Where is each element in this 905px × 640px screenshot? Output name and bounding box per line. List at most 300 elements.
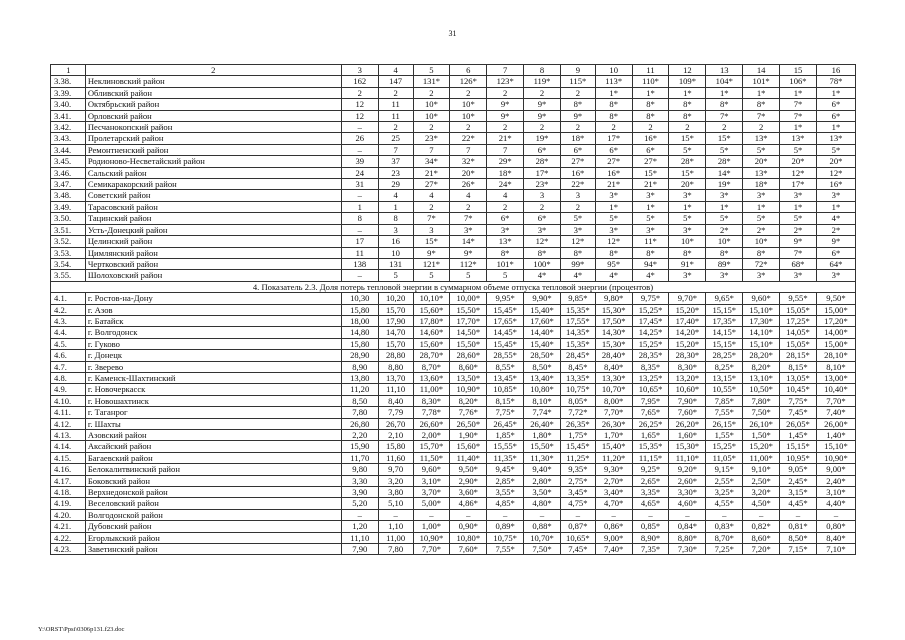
value-cell: 1,20 (341, 521, 378, 532)
value-cell: 9,15* (706, 464, 743, 475)
row-number-cell: 3.47. (51, 179, 86, 190)
value-cell: 3* (669, 224, 706, 235)
value-cell: 5* (743, 213, 780, 224)
value-cell: 7,80 (341, 407, 378, 418)
value-cell: 9,05* (780, 464, 817, 475)
value-cell: 7,74* (524, 407, 561, 418)
value-cell: 8* (595, 99, 632, 110)
value-cell: 4* (816, 213, 855, 224)
value-cell: 7,15* (780, 544, 817, 555)
table-row (51, 213, 856, 224)
value-cell: 13* (816, 133, 855, 144)
data-table (50, 64, 856, 555)
value-cell: 2 (632, 122, 669, 133)
value-cell: 15,05* (780, 304, 817, 315)
value-cell: 104* (706, 76, 743, 87)
value-cell: 0,80* (816, 521, 855, 532)
value-cell: 15,70* (413, 441, 450, 452)
row-name-cell: Цимлянский район (85, 247, 341, 258)
row-number-cell: 3.43. (51, 133, 86, 144)
value-cell: 17,45* (632, 315, 669, 326)
value-cell: 20* (743, 156, 780, 167)
value-cell: 2 (341, 87, 378, 98)
value-cell: 13,40* (524, 372, 561, 383)
value-cell: 2 (450, 122, 487, 133)
value-cell: 0,88* (524, 521, 561, 532)
value-cell: 10,85* (487, 384, 524, 395)
value-cell: 14,25* (632, 327, 669, 338)
row-name-cell: г. Волгодонск (85, 327, 341, 338)
value-cell: – (780, 509, 817, 520)
value-cell: 5 (487, 270, 524, 281)
table-row (51, 167, 856, 178)
table-row (51, 475, 856, 486)
value-cell: 11,00* (413, 384, 450, 395)
value-cell: 15,35* (560, 304, 595, 315)
row-name-cell: г. Новошахтинск (85, 395, 341, 406)
value-cell: 11,00 (378, 532, 413, 543)
value-cell: 8* (560, 247, 595, 258)
value-cell: 14,00* (816, 327, 855, 338)
value-cell: 10,20 (378, 293, 413, 304)
row-number-cell: 4.11. (51, 407, 86, 418)
row-number-cell: 4.12. (51, 418, 86, 429)
value-cell: 11,10 (378, 384, 413, 395)
value-cell: 15,35* (632, 441, 669, 452)
value-cell: 1,55* (706, 430, 743, 441)
value-cell: 3* (450, 224, 487, 235)
row-name-cell: Белокалитвинский район (85, 464, 341, 475)
table-row (51, 464, 856, 475)
row-name-cell: г. Азов (85, 304, 341, 315)
value-cell: 2,40* (816, 475, 855, 486)
value-cell: 17,90 (378, 315, 413, 326)
value-cell: 29* (487, 156, 524, 167)
value-cell: 5* (669, 213, 706, 224)
value-cell: 20* (780, 156, 817, 167)
value-cell: – (816, 509, 855, 520)
value-cell: 8,15* (780, 361, 817, 372)
value-cell: 8,25* (706, 361, 743, 372)
row-name-cell: Веселовский район (85, 498, 341, 509)
row-name-cell: 2 (85, 65, 341, 76)
value-cell: 138 (341, 258, 378, 269)
value-cell: 8,60* (743, 532, 780, 543)
value-cell: 17,30* (743, 315, 780, 326)
value-cell: 2,90* (450, 475, 487, 486)
value-cell: 12* (560, 236, 595, 247)
value-cell: 26,70 (378, 418, 413, 429)
value-cell: 8,40* (816, 532, 855, 543)
value-cell: 6* (524, 213, 561, 224)
table-row (51, 247, 856, 258)
value-cell: 19* (706, 179, 743, 190)
value-cell: 95* (595, 258, 632, 269)
value-cell: 4,55* (706, 498, 743, 509)
value-cell: 3,10* (413, 475, 450, 486)
value-cell: 10,75* (487, 532, 524, 543)
value-cell: 121* (413, 258, 450, 269)
value-cell: 13* (487, 236, 524, 247)
row-number-cell: 4.9. (51, 384, 86, 395)
value-cell: 11 (378, 110, 413, 121)
value-cell: 3 (524, 190, 561, 201)
value-cell: 15,30* (595, 304, 632, 315)
row-number-cell: 4.19. (51, 498, 86, 509)
row-name-cell: г. Таганрог (85, 407, 341, 418)
value-cell: 7,30* (669, 544, 706, 555)
value-cell: 7,35* (632, 544, 669, 555)
value-cell: 14,05* (780, 327, 817, 338)
value-cell: – (595, 509, 632, 520)
table-row (51, 304, 856, 315)
value-cell: 17,80* (413, 315, 450, 326)
table-row (51, 452, 856, 463)
row-number-cell: 3.55. (51, 270, 86, 281)
row-number-cell: 3.41. (51, 110, 86, 121)
value-cell: 9,25* (632, 464, 669, 475)
section-title: 4. Показатель 2.3. Доля потерь тепловой энергии в суммарном объеме отпуска тепловой энергии (процентов) (51, 281, 856, 292)
row-name-cell: Тацинский район (85, 213, 341, 224)
value-cell: 8* (743, 247, 780, 258)
value-cell: 7,55* (706, 407, 743, 418)
value-cell: 9 (560, 65, 595, 76)
value-cell: 28,15* (780, 350, 817, 361)
value-cell: 15,20* (669, 338, 706, 349)
value-cell: 1,75* (560, 430, 595, 441)
value-cell: 10* (743, 236, 780, 247)
value-cell: 12* (780, 167, 817, 178)
value-cell: – (524, 509, 561, 520)
value-cell: 9* (487, 110, 524, 121)
row-number-cell: 4.21. (51, 521, 86, 532)
value-cell: 13,20* (669, 372, 706, 383)
value-cell: 2 (560, 201, 595, 212)
row-number-cell: 3.44. (51, 144, 86, 155)
row-number-cell: 4.17. (51, 475, 86, 486)
value-cell: 10,70* (595, 384, 632, 395)
value-cell: 15,70 (378, 338, 413, 349)
table-row (51, 236, 856, 247)
value-cell: 8* (524, 247, 561, 258)
value-cell: 113* (595, 76, 632, 87)
value-cell: 10,70* (524, 532, 561, 543)
value-cell: 14,40* (524, 327, 561, 338)
value-cell: 8* (706, 99, 743, 110)
value-cell: 4,86* (450, 498, 487, 509)
value-cell: 2 (450, 201, 487, 212)
value-cell: 37 (378, 156, 413, 167)
value-cell: 109* (669, 76, 706, 87)
value-cell: 17,40* (669, 315, 706, 326)
value-cell: 1* (816, 122, 855, 133)
value-cell: 11,40* (450, 452, 487, 463)
value-cell: 4,85* (487, 498, 524, 509)
value-cell: 7,95* (632, 395, 669, 406)
table-row (51, 498, 856, 509)
value-cell: 10,80* (524, 384, 561, 395)
value-cell: 13,80 (341, 372, 378, 383)
table-row (51, 350, 856, 361)
value-cell: 0,90* (450, 521, 487, 532)
footer-file-path: Y:\ORST\Ppsi\0306p131.f23.doc (38, 626, 125, 633)
value-cell: 32* (450, 156, 487, 167)
value-cell: 21* (487, 133, 524, 144)
value-cell: 7* (706, 110, 743, 121)
table-row (51, 395, 856, 406)
value-cell: 1 (378, 201, 413, 212)
value-cell: 8,55* (487, 361, 524, 372)
value-cell: 10,90* (413, 532, 450, 543)
value-cell: 8* (743, 99, 780, 110)
value-cell: 7,70* (413, 544, 450, 555)
value-cell: 6* (487, 213, 524, 224)
value-cell: 11,10 (341, 532, 378, 543)
value-cell: 28,80 (378, 350, 413, 361)
value-cell: 15,10* (743, 338, 780, 349)
value-cell: 0,87* (560, 521, 595, 532)
value-cell: 9* (450, 247, 487, 258)
table-row (51, 190, 856, 201)
value-cell: 6* (632, 144, 669, 155)
value-cell: – (632, 509, 669, 520)
value-cell: 17,35* (706, 315, 743, 326)
value-cell: 123* (487, 76, 524, 87)
value-cell: 3* (669, 270, 706, 281)
value-cell: 7* (780, 99, 817, 110)
row-name-cell: Азовский район (85, 430, 341, 441)
value-cell: 1,80* (524, 430, 561, 441)
value-cell: 4,75* (560, 498, 595, 509)
value-cell: 9,50* (816, 293, 855, 304)
value-cell: 7 (378, 144, 413, 155)
value-cell: 22* (560, 179, 595, 190)
row-number-cell: 4.8. (51, 372, 86, 383)
row-number-cell: 3.50. (51, 213, 86, 224)
value-cell: 28,25* (706, 350, 743, 361)
value-cell: 14,20* (669, 327, 706, 338)
row-number-cell: 4.13. (51, 430, 86, 441)
value-cell: 15,15* (706, 338, 743, 349)
value-cell: 14,70 (378, 327, 413, 338)
value-cell: 7 (487, 144, 524, 155)
value-cell: 14,30* (595, 327, 632, 338)
value-cell: 3 (378, 224, 413, 235)
value-cell: 4* (560, 270, 595, 281)
table-row (51, 144, 856, 155)
value-cell: 7,20* (743, 544, 780, 555)
value-cell: 2 (413, 87, 450, 98)
value-cell: 3,60* (450, 487, 487, 498)
value-cell: 3,25* (706, 487, 743, 498)
value-cell: 9,30* (595, 464, 632, 475)
value-cell: 7,25* (706, 544, 743, 555)
value-cell: 9,40* (524, 464, 561, 475)
row-number-cell: 3.40. (51, 99, 86, 110)
value-cell: 5* (816, 144, 855, 155)
value-cell: 3* (743, 270, 780, 281)
value-cell: 8,40* (595, 361, 632, 372)
value-cell: 26,25* (632, 418, 669, 429)
value-cell: 4 (413, 190, 450, 201)
value-cell: 15,30* (595, 338, 632, 349)
value-cell: 16 (378, 236, 413, 247)
value-cell: 68* (780, 258, 817, 269)
value-cell: 17* (595, 133, 632, 144)
value-cell: 115* (560, 76, 595, 87)
value-cell: 5* (560, 213, 595, 224)
value-cell: 15,45* (560, 441, 595, 452)
value-cell: 26,20* (669, 418, 706, 429)
value-cell: 100* (524, 258, 561, 269)
value-cell: – (560, 509, 595, 520)
value-cell: 13,50* (450, 372, 487, 383)
value-cell: 15,50* (450, 338, 487, 349)
value-cell: 13,15* (706, 372, 743, 383)
value-cell: 26,40* (524, 418, 561, 429)
value-cell: 3,80 (378, 487, 413, 498)
value-cell: 7,40* (816, 407, 855, 418)
value-cell: 15,60* (450, 441, 487, 452)
value-cell: 11* (632, 236, 669, 247)
value-cell: 9* (560, 110, 595, 121)
table-row (51, 407, 856, 418)
value-cell: 10,60* (669, 384, 706, 395)
value-cell: 15 (780, 65, 817, 76)
value-cell: – (413, 509, 450, 520)
value-cell: 3* (780, 190, 817, 201)
value-cell: 11,20 (341, 384, 378, 395)
table-row (51, 521, 856, 532)
value-cell: 7,90 (341, 544, 378, 555)
value-cell: 2 (378, 87, 413, 98)
value-cell: 13,70 (378, 372, 413, 383)
value-cell: 7,45* (780, 407, 817, 418)
value-cell: 9,80 (341, 464, 378, 475)
value-cell: 15* (413, 236, 450, 247)
value-cell: 14* (450, 236, 487, 247)
value-cell: 3* (816, 190, 855, 201)
value-cell: 29 (378, 179, 413, 190)
row-number-cell: 4.10. (51, 395, 86, 406)
value-cell: 34* (413, 156, 450, 167)
value-cell: 3* (560, 224, 595, 235)
value-cell: 1,70* (595, 430, 632, 441)
value-cell: 0,89* (487, 521, 524, 532)
value-cell: 8,30* (669, 361, 706, 372)
value-cell: 12* (595, 236, 632, 247)
value-cell: 12 (341, 99, 378, 110)
value-cell: 8,10* (816, 361, 855, 372)
value-cell: 9* (413, 247, 450, 258)
value-cell: 15,15* (706, 304, 743, 315)
value-cell: 64* (816, 258, 855, 269)
row-number-cell: 4.23. (51, 544, 86, 555)
value-cell: 10,65* (632, 384, 669, 395)
value-cell: 28,50* (524, 350, 561, 361)
row-number-cell: 4.4. (51, 327, 86, 338)
row-name-cell: Чертковский район (85, 258, 341, 269)
row-number-cell: 4.5. (51, 338, 86, 349)
value-cell: 3,20* (743, 487, 780, 498)
value-cell: 28,70* (413, 350, 450, 361)
value-cell: 5* (595, 213, 632, 224)
row-number-cell: 4.18. (51, 487, 86, 498)
value-cell: 26,80 (341, 418, 378, 429)
value-cell: – (341, 270, 378, 281)
value-cell: 12* (816, 167, 855, 178)
value-cell: 5* (780, 213, 817, 224)
row-number-cell: 4.1. (51, 293, 86, 304)
value-cell: 2 (487, 122, 524, 133)
row-name-cell: Волгодонской район (85, 509, 341, 520)
value-cell: 26,45* (487, 418, 524, 429)
value-cell: 10* (706, 236, 743, 247)
value-cell: 4 (450, 190, 487, 201)
value-cell: 10,90* (450, 384, 487, 395)
value-cell: 12* (524, 236, 561, 247)
row-name-cell: Сальский район (85, 167, 341, 178)
value-cell: 15,00* (816, 304, 855, 315)
value-cell: 9,70* (669, 293, 706, 304)
value-cell: 101* (743, 76, 780, 87)
value-cell: 14,50* (450, 327, 487, 338)
value-cell: 17* (524, 167, 561, 178)
value-cell: 5,00* (413, 498, 450, 509)
value-cell: 3,30 (341, 475, 378, 486)
table-row (51, 201, 856, 212)
value-cell: 16* (595, 167, 632, 178)
value-cell: 131* (413, 76, 450, 87)
table-row (51, 76, 856, 87)
value-cell: 5 (413, 270, 450, 281)
value-cell: 0,82* (743, 521, 780, 532)
row-name-cell: г. Гуково (85, 338, 341, 349)
value-cell: 5* (743, 144, 780, 155)
value-cell: 15,30* (669, 441, 706, 452)
value-cell: – (743, 509, 780, 520)
value-cell: 15,25* (632, 304, 669, 315)
row-name-cell: Октябрьский район (85, 99, 341, 110)
value-cell: 2 (669, 122, 706, 133)
value-cell: – (669, 509, 706, 520)
row-name-cell: Ремонтненский район (85, 144, 341, 155)
value-cell: 26,15* (706, 418, 743, 429)
value-cell: 5 (378, 270, 413, 281)
value-cell: 9,85* (560, 293, 595, 304)
value-cell: 10,95* (780, 452, 817, 463)
value-cell: 1* (632, 201, 669, 212)
value-cell: 26,35* (560, 418, 595, 429)
value-cell: 17* (780, 179, 817, 190)
row-name-cell: г. Донецк (85, 350, 341, 361)
table-row (51, 430, 856, 441)
value-cell: 9,65* (706, 293, 743, 304)
value-cell: 8* (669, 110, 706, 121)
value-cell: 14,60* (413, 327, 450, 338)
value-cell: 22* (450, 133, 487, 144)
value-cell: 101* (487, 258, 524, 269)
value-cell: 16 (816, 65, 855, 76)
value-cell: 15,05* (780, 338, 817, 349)
value-cell: 23* (413, 133, 450, 144)
value-cell: 15,90 (341, 441, 378, 452)
value-cell: 10,55* (706, 384, 743, 395)
value-cell: 4,45* (780, 498, 817, 509)
value-cell: 26,50* (450, 418, 487, 429)
value-cell: 3,55* (487, 487, 524, 498)
table-row (51, 133, 856, 144)
